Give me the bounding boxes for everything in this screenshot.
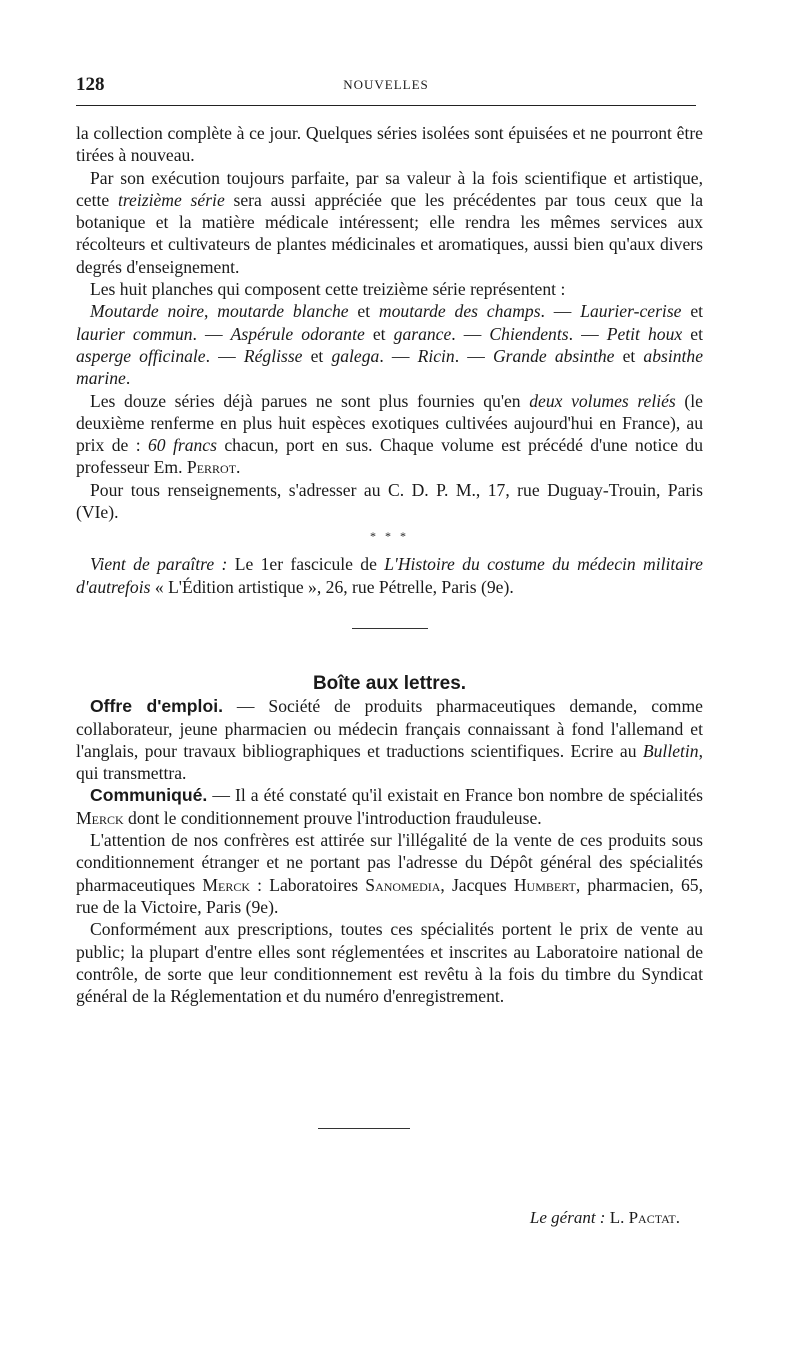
notice-paragraph: Vient de paraître : Le 1er fascicule de L'Histoire du costume du médecin militaire d'autrefois « L'Édition artistique », 26, rue Pétrelle, Paris (9e). — [76, 554, 703, 597]
paragraph: Conformément aux prescriptions, toutes ces spécialités portent le prix de vente au public; la plupart d'entre elles sont réglementées et inscrites au Laboratoire national de contrôle, de sorte que leur conditionnement est revêtu à la fois du timbre du Syndicat général de la Réglementation et du numéro d'enregistrement. — [76, 919, 703, 1007]
paragraph: Par son exécution toujours parfaite, par sa valeur à la fois scientifique et artistique, cette treizième série sera aussi appréciée que les précédentes par tous ceux que la botanique et la matière médicale intéressent; elle rendra les mêmes services aux récolteurs et cultivateurs de plantes médicinales et aromatiques, aussi bien qu'aux divers degrés d'enseignement. — [76, 167, 703, 277]
job-offer-paragraph: Offre d'emploi. — Société de produits pharmaceutiques demande, comme collaborateur, jeune pharmacien ou médecin français connaissant à fond l'allemand et l'anglais, pour travaux bibliographiques et traductions scientifiques. Ecrire au Bulletin, qui transmettra. — [76, 696, 703, 784]
paragraph: la collection complète à ce jour. Quelques séries isolées sont épuisées et ne pourront être tirées à nouveau. — [76, 123, 703, 166]
paragraph: Les douze séries déjà parues ne sont plus fournies qu'en deux volumes reliés (le deuxième renferme en plus huit espèces exotiques cultivées aujourd'hui en France), au prix de : 60 francs chacun, port en sus. Chaque volume est précédé d'une notice du professeur Em. Perrot. — [76, 390, 703, 478]
signature-name: L. Pactat. — [609, 1208, 680, 1227]
header-rule — [76, 105, 696, 106]
section-title: NOUVELLES — [343, 77, 429, 92]
signature — [400, 1208, 680, 1228]
end-rule — [318, 1128, 410, 1129]
paragraph: Les huit planches qui composent cette treizième série représentent : — [90, 279, 566, 300]
section-divider — [352, 628, 428, 629]
paragraph: L'attention de nos confrères est attirée sur l'illégalité de la vente de ces produits sous conditionnement étranger et ne portant pas l'adresse du Dépôt général des spécialités pharmaceutiques Merck : Laboratoires Sanomedia, Jacques Humbert, pharmacien, 65, rue de la Victoire, Paris (9e). — [76, 830, 703, 917]
communique-paragraph: Communiqué. — Il a été constaté qu'il existait en France bon nombre de spécialités Merck dont le conditionnement prouve l'introduction frauduleuse. — [76, 785, 703, 828]
page-number: 128 — [76, 74, 105, 95]
paragraph: Pour tous renseignements, s'adresser au C. D. P. M., 17, rue Duguay-Trouin, Paris (VIe). — [76, 479, 703, 523]
page-body — [76, 122, 703, 1007]
section-heading: Boîte aux lettres. — [312, 672, 467, 694]
plates-list: Moutarde noire, moutarde blanche et moutarde des champs. — Laurier-cerise et laurier commun. — Aspérule odorante et garance. — Chiendents. — Petit houx et asperge officinale. — Réglisse et galega. — Ricin. — Grande absinthe et absinthe marine. — [76, 301, 704, 389]
asterism: * * * — [370, 529, 409, 544]
signature-label: Le gérant : — [529, 1208, 606, 1227]
running-head — [76, 74, 696, 98]
